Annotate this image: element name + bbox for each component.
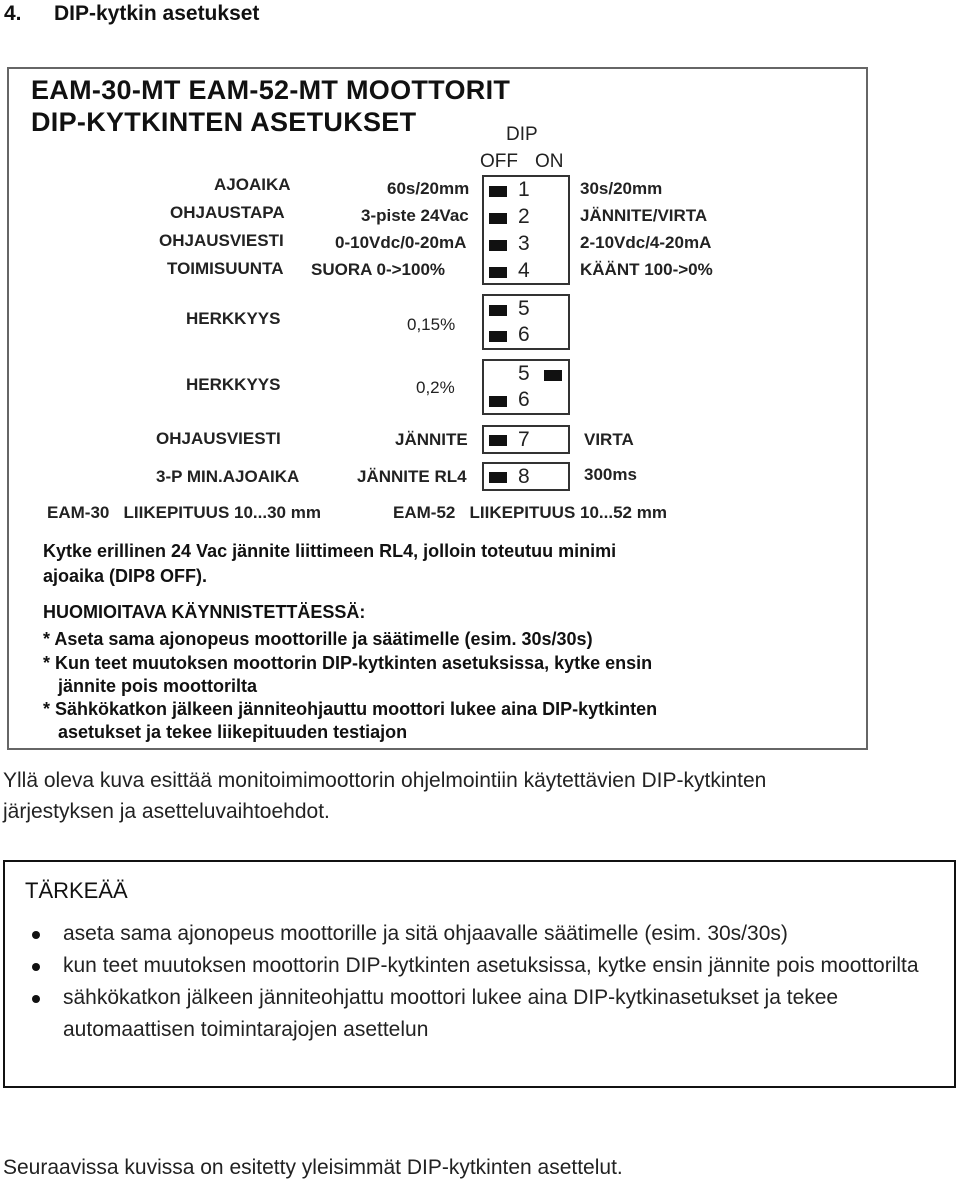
- note-line-2: * Kun teet muutoksen moottorin DIP-kytkinten asetuksissa, kytke ensin: [43, 653, 653, 673]
- row8-label: 3-P MIN.AJOAIKA: [156, 467, 300, 486]
- switch-3-off: [489, 240, 507, 251]
- connect-line1: Kytke erillinen 24 Vac jännite liittimeen RL4, jolloin toteutuu minimi: [43, 541, 617, 561]
- row4-label: TOIMISUUNTA: [167, 259, 284, 278]
- sens1-label: HERKKYYS: [186, 309, 281, 328]
- footer-text: Seuraavissa kuvissa on esitetty yleisimmät DIP-kytkinten asettelut.: [3, 1156, 623, 1179]
- note-line-1: * Aseta sama ajonopeus moottorille ja säätimelle (esim. 30s/30s): [43, 629, 593, 649]
- row2-off-value: 3-piste 24Vac: [361, 206, 469, 225]
- row3-label: OHJAUSVIESTI: [159, 231, 284, 250]
- switch-6-number: 6: [518, 388, 530, 411]
- section-title: DIP-kytkin asetukset: [54, 2, 260, 25]
- dip-switch-block-1-4: [482, 175, 570, 285]
- dip-settings-figure: [7, 67, 868, 750]
- dip-switch-block-5-6-b: [482, 359, 570, 415]
- section-heading: [4, 2, 259, 26]
- notes-title: HUOMIOITAVA KÄYNNISTETTÄESSÄ:: [43, 602, 366, 622]
- switch-5-on: [544, 370, 562, 381]
- row8-off-value: JÄNNITE RL4: [357, 467, 467, 486]
- on-header: ON: [535, 151, 564, 172]
- row7-label: OHJAUSVIESTI: [156, 429, 281, 448]
- switch-7-off: [489, 435, 507, 446]
- dip-switch-block-5-6-a: [482, 294, 570, 350]
- switch-4-off: [489, 267, 507, 278]
- description-line1: Yllä oleva kuva esittää monitoimimoottorin ohjelmointiin käytettävien DIP-kytkinten: [3, 769, 767, 792]
- switch-3-number: 3: [518, 232, 530, 255]
- switch-4-number: 4: [518, 259, 530, 282]
- switch-5-number: 5: [518, 362, 530, 385]
- row3-off-value: 0-10Vdc/0-20mA: [335, 233, 467, 252]
- list-item: [5, 950, 945, 982]
- important-title: TÄRKEÄÄ: [25, 878, 128, 903]
- sens1-value: 0,15%: [407, 315, 456, 334]
- figure-title-line2: DIP-KYTKINTEN ASETUKSET: [31, 107, 417, 137]
- off-header: OFF: [480, 151, 518, 172]
- row1-on-value: 30s/20mm: [580, 179, 663, 198]
- bullet-icon: [32, 995, 40, 1003]
- list-item: [5, 918, 945, 950]
- row4-on-value: KÄÄNT 100->0%: [580, 260, 713, 279]
- row1-label: AJOAIKA: [214, 175, 291, 194]
- figure-title-line1: EAM-30-MT EAM-52-MT MOOTTORIT: [31, 75, 511, 105]
- switch-5-number: 5: [518, 297, 530, 320]
- switch-2-number: 2: [518, 205, 530, 228]
- switch-2-off: [489, 213, 507, 224]
- note-line-4: * Sähkökatkon jälkeen jänniteohjauttu moottori lukee aina DIP-kytkinten: [43, 699, 658, 719]
- important-item-2: kun teet muutoksen moottorin DIP-kytkinten asetuksissa, kytke ensin jännite pois moottorilta: [63, 954, 919, 977]
- important-item-1: aseta sama ajonopeus moottorille ja sitä ohjaavalle säätimelle (esim. 30s/30s): [63, 922, 788, 945]
- switch-1-off: [489, 186, 507, 197]
- row7-on-value: VIRTA: [584, 430, 634, 449]
- connect-line2: ajoaika (DIP8 OFF).: [43, 566, 208, 586]
- sens2-value: 0,2%: [416, 378, 455, 397]
- row4-off-value: SUORA 0->100%: [311, 260, 446, 279]
- important-list: [5, 918, 945, 1046]
- important-item-3: sähkökatkon jälkeen jänniteohjattu moottori lukee aina DIP-kytkinasetukset ja tekee automaattisen toimintarajojen asettelun: [63, 986, 839, 1041]
- note-line-3: jännite pois moottorilta: [43, 676, 258, 696]
- section-number: 4.: [4, 2, 22, 25]
- sens2-label: HERKKYYS: [186, 375, 281, 394]
- row8-on-value: 300ms: [584, 465, 637, 484]
- list-item: [5, 982, 945, 1046]
- note-line-5: asetukset ja tekee liikepituuden testiajon: [43, 722, 408, 742]
- switch-8-number: 8: [518, 465, 530, 488]
- switch-1-number: 1: [518, 178, 530, 201]
- switch-6-off: [489, 331, 507, 342]
- row2-on-value: JÄNNITE/VIRTA: [580, 206, 708, 225]
- bullet-icon: [32, 963, 40, 971]
- switch-8-off: [489, 472, 507, 483]
- stroke-eam30: EAM-30 LIIKEPITUUS 10...30 mm: [47, 503, 321, 522]
- row3-on-value: 2-10Vdc/4-20mA: [580, 233, 712, 252]
- stroke-eam52: EAM-52 LIIKEPITUUS 10...52 mm: [393, 503, 667, 522]
- dip-switch-8: [482, 462, 570, 491]
- switch-5-off: [489, 305, 507, 316]
- dip-header: DIP: [506, 124, 538, 145]
- bullet-icon: [32, 931, 40, 939]
- row7-off-value: JÄNNITE: [395, 430, 468, 449]
- dip-switch-7: [482, 425, 570, 454]
- description-line2: järjestyksen ja asetteluvaihtoehdot.: [3, 800, 330, 823]
- row2-label: OHJAUSTAPA: [170, 203, 285, 222]
- row1-off-value: 60s/20mm: [387, 179, 470, 198]
- switch-6-number: 6: [518, 323, 530, 346]
- important-box: [3, 860, 956, 1088]
- switch-7-number: 7: [518, 428, 530, 451]
- switch-6-off: [489, 396, 507, 407]
